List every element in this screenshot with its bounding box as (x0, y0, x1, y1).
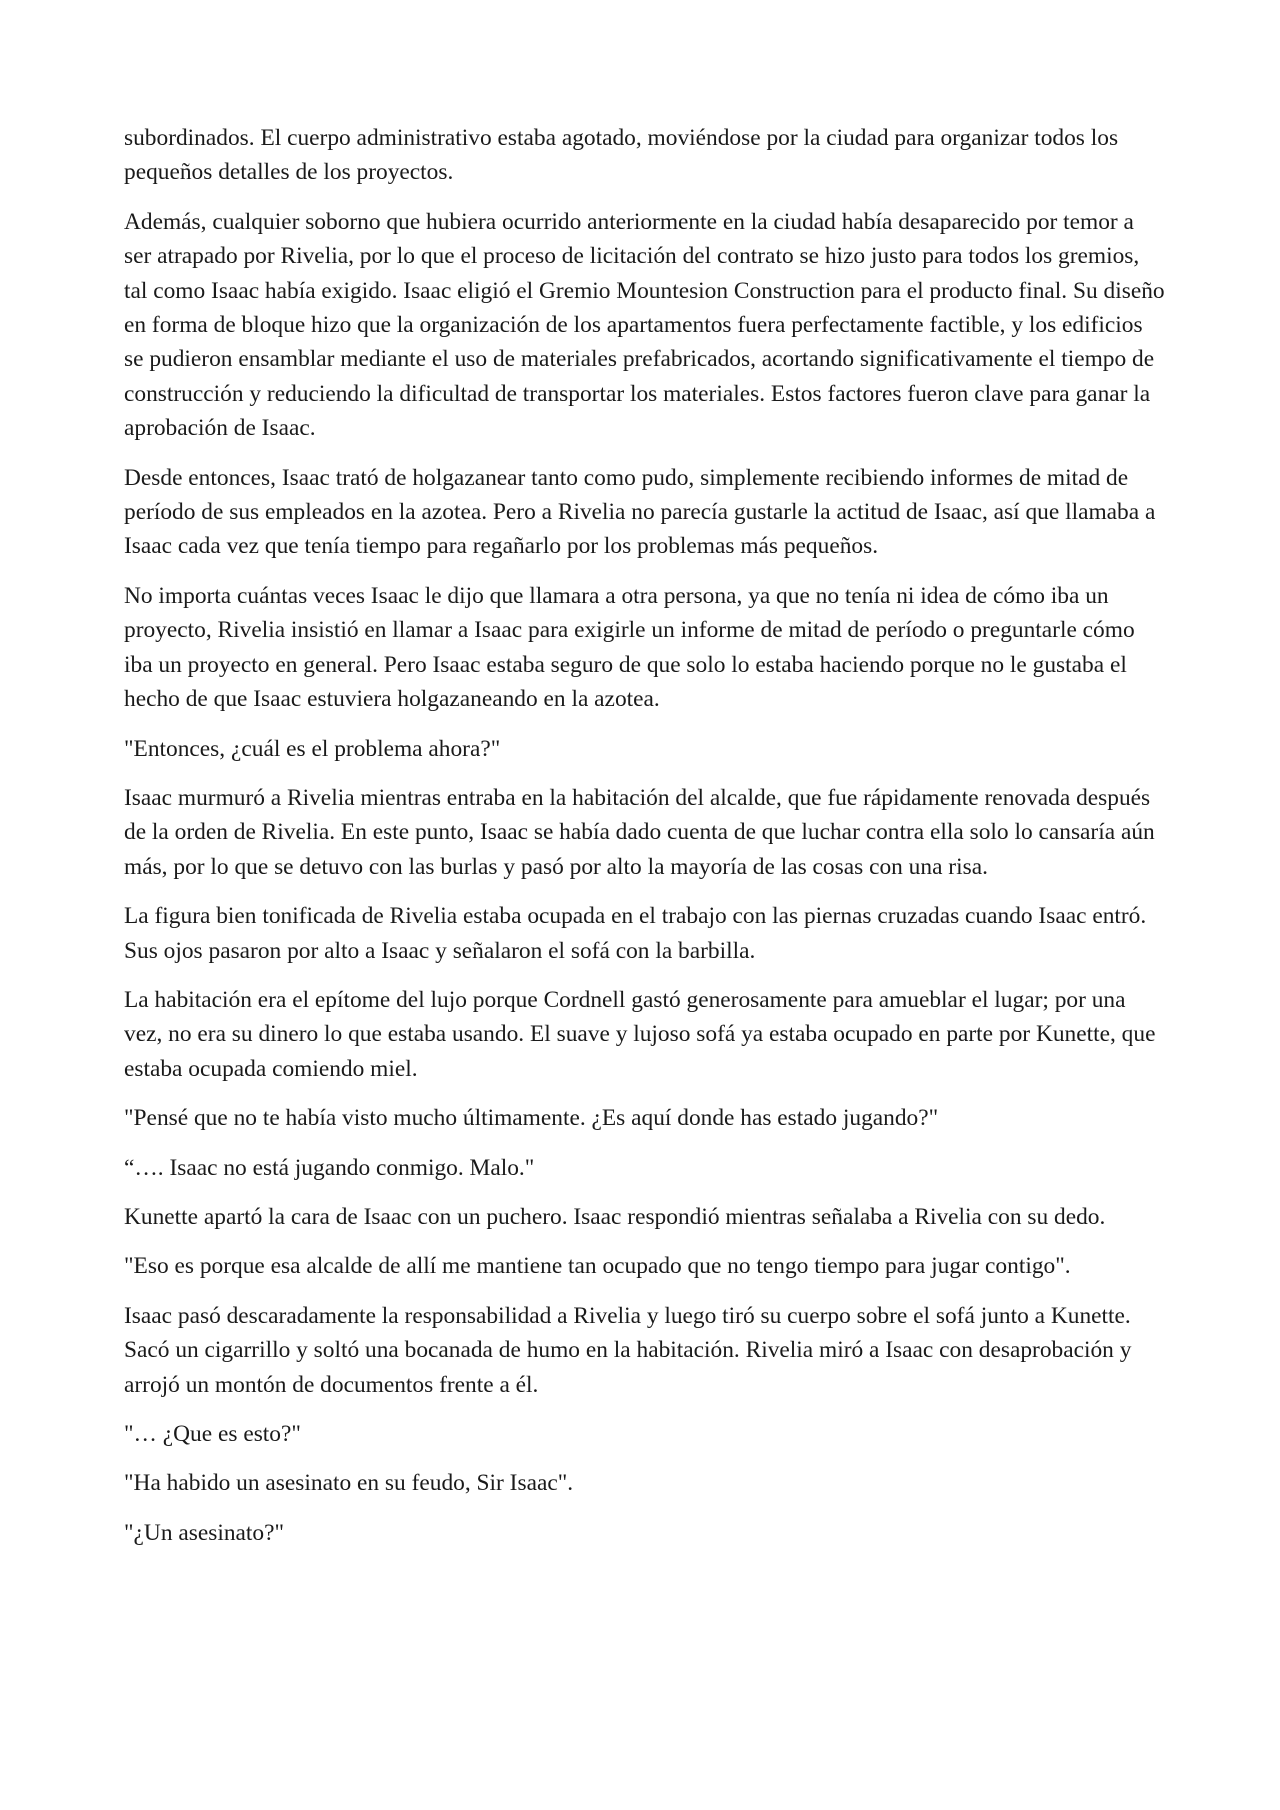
paragraph: Además, cualquier soborno que hubiera ocurrido anteriormente en la ciudad había desaparecido por temor a ser atrapado por Rivelia, por lo que el proceso de licitación del contrato se hizo justo para todos los gremios, tal como Isaac había exigido. Isaac eligió el Gremio Mountesion Construction para el producto final. Su diseño en forma de bloque hizo que la organización de los apartamentos fuera perfectamente factible, y los edificios se pudieron ensamblar mediante el uso de materiales prefabricados, acortando significativamente el tiempo de construcción y reduciendo la dificultad de transportar los materiales. Estos factores fueron clave para ganar la aprobación de Isaac. (124, 208, 1165, 442)
paragraph: Kunette apartó la cara de Isaac con un puchero. Isaac respondió mientras señalaba a Rivelia con su dedo. (124, 1203, 1106, 1230)
paragraph: subordinados. El cuerpo administrativo estaba agotado, moviéndose por la ciudad para organizar todos los pequeños detalles de los proyectos. (124, 125, 1119, 186)
paragraph: Isaac pasó descaradamente la responsabilidad a Rivelia y luego tiró su cuerpo sobre el sofá junto a Kunette. Sacó un cigarrillo y soltó una bocanada de humo en la habitación. Rivelia miró a Isaac con desaprobación y arrojó un montón de documentos frente a él. (124, 1302, 1132, 1398)
paragraph: Desde entonces, Isaac trató de holgazanear tanto como pudo, simplemente recibiendo informes de mitad de período de sus empleados en la azotea. Pero a Rivelia no parecía gustarle la actitud de Isaac, así que llamaba a Isaac cada vez que tenía tiempo para regañarlo por los problemas más pequeños. (124, 464, 1156, 560)
paragraph: "Ha habido un asesinato en su feudo, Sir Isaac". (124, 1470, 574, 1497)
paragraph: “…. Isaac no está jugando conmigo. Malo." (124, 1154, 535, 1181)
paragraph: "Entonces, ¿cuál es el problema ahora?" (124, 735, 501, 762)
paragraph: "Pensé que no te había visto mucho últimamente. ¿Es aquí donde has estado jugando?" (124, 1105, 939, 1132)
paragraph: La figura bien tonificada de Rivelia estaba ocupada en el trabajo con las piernas cruzadas cuando Isaac entró. Sus ojos pasaron por alto a Isaac y señalaron el sofá con la barbilla. (124, 903, 1147, 964)
paragraph: "… ¿Que es esto?" (124, 1421, 301, 1447)
paragraph: "Eso es porque esa alcalde de allí me mantiene tan ocupado que no tengo tiempo para jugar contigo". (124, 1253, 1071, 1280)
paragraph: La habitación era el epítome del lujo porque Cordnell gastó generosamente para amueblar el lugar; por una vez, no era su dinero lo que estaba usando. El suave y lujoso sofá ya estaba ocupado en parte por Kunette, que estaba ocupada comiendo miel. (124, 986, 1156, 1082)
paragraph: "¿Un asesinato?" (124, 1519, 285, 1546)
document-page (124, 121, 1166, 1565)
paragraph: Isaac murmuró a Rivelia mientras entraba en la habitación del alcalde, que fue rápidamente renovada después de la orden de Rivelia. En este punto, Isaac se había dado cuenta de que luchar contra ella solo lo cansaría aún más, por lo que se detuvo con las burlas y pasó por alto la mayoría de las cosas con una risa. (124, 784, 1155, 880)
paragraph: No importa cuántas veces Isaac le dijo que llamara a otra persona, ya que no tenía ni idea de cómo iba un proyecto, Rivelia insistió en llamar a Isaac para exigirle un informe de mitad de período o preguntarle cómo iba un proyecto en general. Pero Isaac estaba seguro de que solo lo estaba haciendo porque no le gustaba el hecho de que Isaac estuviera holgazaneando en la azotea. (124, 582, 1135, 713)
